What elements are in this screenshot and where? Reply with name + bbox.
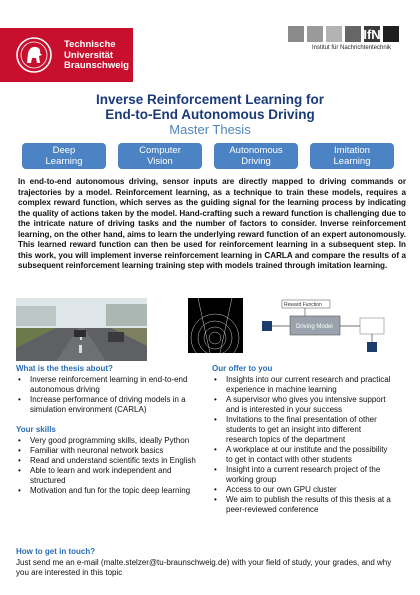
institute-label: Institut für Nachrichtentechnik xyxy=(312,45,392,51)
contact-heading: How to get in touch? xyxy=(16,547,96,556)
bullet-icon: • xyxy=(214,485,217,494)
list-item xyxy=(16,456,201,466)
list-item-text: Able to learn and work independent and structured xyxy=(30,466,172,485)
lidar-scan-image xyxy=(188,298,243,353)
bullet-icon: • xyxy=(214,375,217,384)
list-item-text: Insights into our current research and practical experience in machine learning xyxy=(226,375,391,394)
skills-heading: Your skills xyxy=(16,425,56,434)
list-item-text: Very good programming skills, ideally Python xyxy=(30,436,190,445)
list-item-text: Familiar with neuronal network basics xyxy=(30,446,164,455)
list-item-text: Inverse reinforcement learning in end-to-end autonomous driving xyxy=(30,375,188,394)
list-item xyxy=(16,446,201,456)
bullet-icon: • xyxy=(18,446,21,455)
list-item-text: We aim to publish the results of this thesis at a peer-reviewed conference xyxy=(226,495,391,514)
bullet-icon: • xyxy=(18,486,21,495)
list-item-text: Access to our own GPU cluster xyxy=(226,485,337,494)
tag-line: Autonomous xyxy=(229,145,283,156)
list-item-text: Insight into a current research project of the working group xyxy=(226,465,381,484)
list-item xyxy=(212,495,394,515)
intro-paragraph: In end-to-end autonomous driving, sensor inputs are directly mapped to driving commands or trajectories by a model. Reinforcement learning, as a technique to train these models, requires a complex reward function, which serves as the guiding signal for the learning process by indicating the quality of actions taken by the model. Hand-crafting such a reward function is challenging due to the intricate nature of driving tasks and the number of factors to consider. Inverse reinforcement learning, on the other hand, aims to learn the underlying reward function of an expert autonomously. This learned reward function can then be used for reinforcement learning in a subsequent step. In this work, you will implement inverse reinforcement learning in CARLA and compare the results of a subsequent reinforcement learning training step with models trained through imitation learning. xyxy=(18,177,406,270)
list-item xyxy=(212,375,394,395)
university-name xyxy=(64,40,129,72)
tag-line: Imitation xyxy=(334,145,370,156)
list-item xyxy=(16,395,201,415)
driving-scene-image xyxy=(16,298,147,361)
bullet-icon: • xyxy=(214,465,217,474)
bullet-icon: • xyxy=(214,495,217,504)
offer-heading: Our offer to you xyxy=(212,364,273,373)
university-line: Technische xyxy=(64,39,116,50)
about-list xyxy=(16,375,201,415)
list-item xyxy=(212,445,394,465)
list-item xyxy=(16,466,201,486)
list-item xyxy=(16,375,201,395)
list-item-text: Invitations to the final presentation of other students to get an insight into different research topics of the department xyxy=(226,415,377,444)
about-section xyxy=(16,364,201,415)
tag-line: Computer xyxy=(139,145,181,156)
tag-line: Vision xyxy=(147,156,173,167)
offer-section xyxy=(212,364,394,515)
tag-autonomous-driving xyxy=(214,143,298,169)
list-item xyxy=(212,485,394,495)
skills-section xyxy=(16,425,201,496)
list-item xyxy=(212,465,394,485)
university-line: Universität xyxy=(64,49,114,61)
bullet-icon: • xyxy=(214,445,217,454)
ifn-logo-letters: IfN xyxy=(363,27,381,42)
list-item-text: Motivation and fun for the topic deep learning xyxy=(30,486,191,495)
tag-line: Learning xyxy=(333,156,371,167)
list-item-text: Increase performance of driving models in a simulation environment (CARLA) xyxy=(30,395,186,414)
list-item-text: A workplace at our institute and the possibility to get in contact with other students xyxy=(226,445,388,464)
list-item xyxy=(16,486,201,496)
skills-list xyxy=(16,436,201,496)
tag-deep-learning xyxy=(22,143,106,169)
diagram-top-label: Reward Function xyxy=(284,302,322,308)
about-heading: What is the thesis about? xyxy=(16,364,113,373)
bullet-icon: • xyxy=(18,395,21,404)
system-diagram xyxy=(260,296,395,358)
tag-computer-vision xyxy=(118,143,202,169)
list-item xyxy=(212,415,394,445)
bullet-icon: • xyxy=(18,436,21,445)
offer-list xyxy=(212,375,394,515)
tag-imitation-learning xyxy=(310,143,394,169)
title-line: End-to-End Autonomous Driving xyxy=(105,107,315,122)
bullet-icon: • xyxy=(214,415,217,424)
list-item xyxy=(212,395,394,415)
list-item-text: Read and understand scientific texts in English xyxy=(30,456,196,465)
bullet-icon: • xyxy=(18,456,21,465)
tag-line: Deep xyxy=(52,145,76,156)
bullet-icon: • xyxy=(214,395,217,404)
page-subtitle: Master Thesis xyxy=(169,122,251,137)
bullet-icon: • xyxy=(18,466,21,475)
title-line: Inverse Reinforcement Learning for xyxy=(95,92,325,107)
page-title xyxy=(0,92,420,122)
lion-crest-icon xyxy=(14,33,54,77)
university-line: Braunschweig xyxy=(64,60,129,71)
list-item xyxy=(16,436,201,446)
tag-line: Learning xyxy=(45,156,83,167)
list-item-text: A supervisor who gives you intensive support and is interested in your success xyxy=(226,395,386,414)
bullet-icon: • xyxy=(18,375,21,384)
contact-text: Just send me an e-mail (malte.stelzer@tu-braunschweig.de) with your field of study, your grades, and why you are interested in this topic xyxy=(16,558,392,577)
tag-line: Driving xyxy=(241,156,271,167)
diagram-node-label: Driving Model xyxy=(296,324,333,330)
